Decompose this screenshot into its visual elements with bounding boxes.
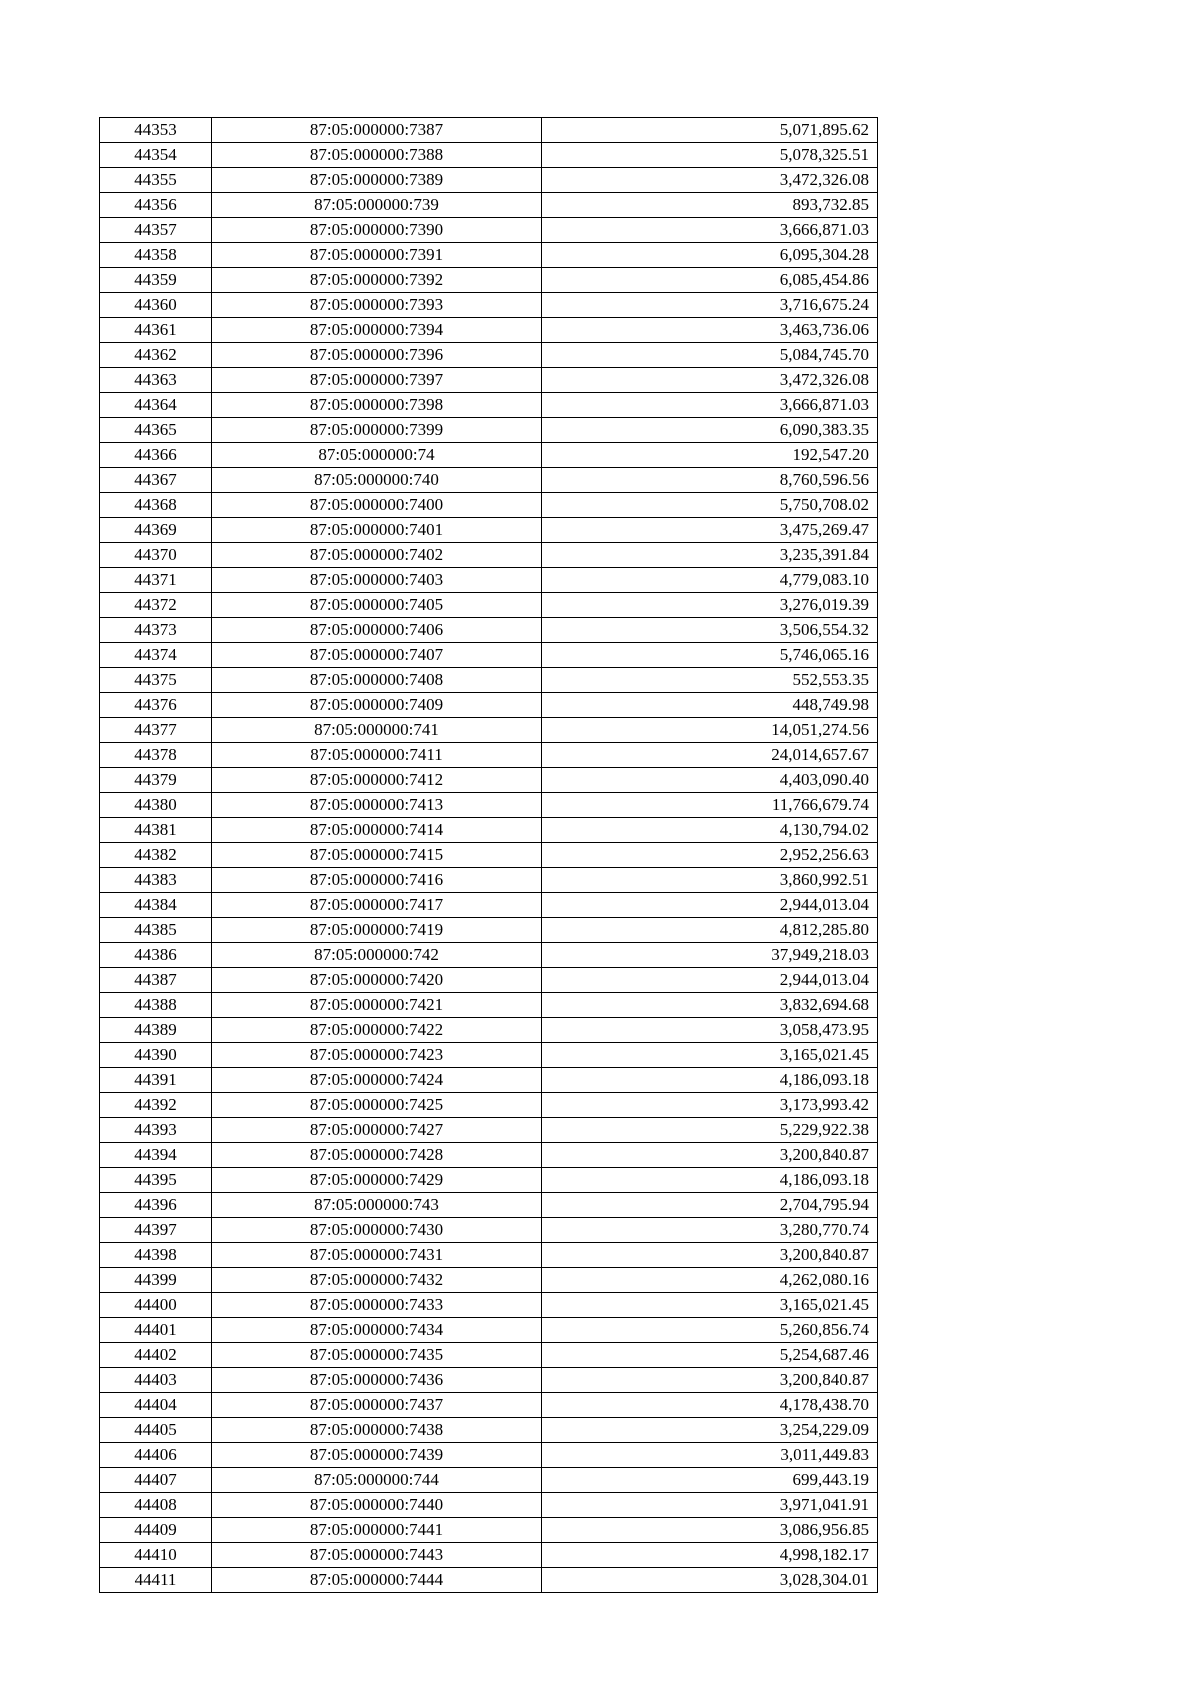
value-cell: 4,262,080.16	[542, 1268, 878, 1293]
value-cell: 11,766,679.74	[542, 793, 878, 818]
cadastral-number-cell: 87:05:000000:7387	[212, 118, 542, 143]
value-cell: 4,178,438.70	[542, 1393, 878, 1418]
value-cell: 552,553.35	[542, 668, 878, 693]
cadastral-number-cell: 87:05:000000:7420	[212, 968, 542, 993]
cadastral-number-cell: 87:05:000000:7430	[212, 1218, 542, 1243]
cadastral-number-cell: 87:05:000000:7435	[212, 1343, 542, 1368]
table-row	[100, 543, 878, 568]
value-cell: 2,952,256.63	[542, 843, 878, 868]
row-number-cell: 44367	[100, 468, 212, 493]
row-number-cell: 44356	[100, 193, 212, 218]
row-number-cell: 44372	[100, 593, 212, 618]
cadastral-number-cell: 87:05:000000:7414	[212, 818, 542, 843]
row-number-cell: 44378	[100, 743, 212, 768]
row-number-cell: 44399	[100, 1268, 212, 1293]
row-number-cell: 44398	[100, 1243, 212, 1268]
table-row	[100, 768, 878, 793]
table-row	[100, 743, 878, 768]
value-cell: 3,666,871.03	[542, 218, 878, 243]
row-number-cell: 44355	[100, 168, 212, 193]
value-cell: 4,186,093.18	[542, 1068, 878, 1093]
row-number-cell: 44384	[100, 893, 212, 918]
value-cell: 192,547.20	[542, 443, 878, 468]
table-row	[100, 393, 878, 418]
value-cell: 4,403,090.40	[542, 768, 878, 793]
row-number-cell: 44371	[100, 568, 212, 593]
table-row	[100, 443, 878, 468]
value-cell: 5,071,895.62	[542, 118, 878, 143]
table-row	[100, 468, 878, 493]
row-number-cell: 44405	[100, 1418, 212, 1443]
row-number-cell: 44389	[100, 1018, 212, 1043]
value-cell: 5,746,065.16	[542, 643, 878, 668]
value-cell: 3,028,304.01	[542, 1568, 878, 1593]
cadastral-number-cell: 87:05:000000:7438	[212, 1418, 542, 1443]
row-number-cell: 44377	[100, 718, 212, 743]
cadastral-number-cell: 87:05:000000:7413	[212, 793, 542, 818]
cadastral-number-cell: 87:05:000000:7397	[212, 368, 542, 393]
row-number-cell: 44401	[100, 1318, 212, 1343]
cadastral-number-cell: 87:05:000000:7388	[212, 143, 542, 168]
table-row	[100, 1568, 878, 1593]
cadastral-number-cell: 87:05:000000:7425	[212, 1093, 542, 1118]
row-number-cell: 44388	[100, 993, 212, 1018]
value-cell: 448,749.98	[542, 693, 878, 718]
value-cell: 37,949,218.03	[542, 943, 878, 968]
value-cell: 3,463,736.06	[542, 318, 878, 343]
table-row	[100, 293, 878, 318]
value-cell: 893,732.85	[542, 193, 878, 218]
row-number-cell: 44360	[100, 293, 212, 318]
cadastral-number-cell: 87:05:000000:7437	[212, 1393, 542, 1418]
value-cell: 3,716,675.24	[542, 293, 878, 318]
row-number-cell: 44385	[100, 918, 212, 943]
cadastral-number-cell: 87:05:000000:7439	[212, 1443, 542, 1468]
table-row	[100, 618, 878, 643]
value-cell: 5,229,922.38	[542, 1118, 878, 1143]
table-row	[100, 693, 878, 718]
row-number-cell: 44361	[100, 318, 212, 343]
table-row	[100, 493, 878, 518]
row-number-cell: 44362	[100, 343, 212, 368]
table-row	[100, 1368, 878, 1393]
value-cell: 4,186,093.18	[542, 1168, 878, 1193]
cadastral-number-cell: 87:05:000000:7411	[212, 743, 542, 768]
row-number-cell: 44410	[100, 1543, 212, 1568]
row-number-cell: 44406	[100, 1443, 212, 1468]
value-cell: 4,779,083.10	[542, 568, 878, 593]
value-cell: 3,860,992.51	[542, 868, 878, 893]
value-cell: 3,011,449.83	[542, 1443, 878, 1468]
table-row	[100, 1293, 878, 1318]
table-row	[100, 593, 878, 618]
value-cell: 6,085,454.86	[542, 268, 878, 293]
table-row	[100, 243, 878, 268]
row-number-cell: 44363	[100, 368, 212, 393]
row-number-cell: 44383	[100, 868, 212, 893]
table-row	[100, 1518, 878, 1543]
table-row	[100, 818, 878, 843]
row-number-cell: 44376	[100, 693, 212, 718]
table-row	[100, 568, 878, 593]
value-cell: 699,443.19	[542, 1468, 878, 1493]
table-body	[100, 118, 878, 1593]
row-number-cell: 44374	[100, 643, 212, 668]
row-number-cell: 44386	[100, 943, 212, 968]
value-cell: 14,051,274.56	[542, 718, 878, 743]
cadastral-number-cell: 87:05:000000:7422	[212, 1018, 542, 1043]
cadastral-number-cell: 87:05:000000:7409	[212, 693, 542, 718]
cadastral-number-cell: 87:05:000000:7432	[212, 1268, 542, 1293]
cadastral-number-cell: 87:05:000000:7415	[212, 843, 542, 868]
row-number-cell: 44407	[100, 1468, 212, 1493]
value-cell: 3,086,956.85	[542, 1518, 878, 1543]
value-cell: 5,750,708.02	[542, 493, 878, 518]
cadastral-number-cell: 87:05:000000:739	[212, 193, 542, 218]
value-cell: 3,173,993.42	[542, 1093, 878, 1118]
value-cell: 3,200,840.87	[542, 1143, 878, 1168]
table-row	[100, 1418, 878, 1443]
value-cell: 6,090,383.35	[542, 418, 878, 443]
cadastral-number-cell: 87:05:000000:7406	[212, 618, 542, 643]
row-number-cell: 44368	[100, 493, 212, 518]
table-row	[100, 1443, 878, 1468]
cadastral-number-cell: 87:05:000000:7390	[212, 218, 542, 243]
row-number-cell: 44409	[100, 1518, 212, 1543]
data-table	[99, 117, 878, 1593]
value-cell: 3,472,326.08	[542, 168, 878, 193]
table-row	[100, 868, 878, 893]
value-cell: 3,165,021.45	[542, 1293, 878, 1318]
value-cell: 2,944,013.04	[542, 968, 878, 993]
cadastral-number-cell: 87:05:000000:7403	[212, 568, 542, 593]
table-row	[100, 918, 878, 943]
table-row	[100, 943, 878, 968]
value-cell: 3,276,019.39	[542, 593, 878, 618]
table-row	[100, 1543, 878, 1568]
value-cell: 3,475,269.47	[542, 518, 878, 543]
cadastral-number-cell: 87:05:000000:7431	[212, 1243, 542, 1268]
table-row	[100, 1393, 878, 1418]
cadastral-number-cell: 87:05:000000:7444	[212, 1568, 542, 1593]
cadastral-number-cell: 87:05:000000:7392	[212, 268, 542, 293]
cadastral-number-cell: 87:05:000000:7412	[212, 768, 542, 793]
row-number-cell: 44354	[100, 143, 212, 168]
table-row	[100, 268, 878, 293]
cadastral-number-cell: 87:05:000000:7405	[212, 593, 542, 618]
value-cell: 3,200,840.87	[542, 1368, 878, 1393]
value-cell: 5,260,856.74	[542, 1318, 878, 1343]
value-cell: 3,058,473.95	[542, 1018, 878, 1043]
cadastral-number-cell: 87:05:000000:7401	[212, 518, 542, 543]
cadastral-number-cell: 87:05:000000:7393	[212, 293, 542, 318]
row-number-cell: 44382	[100, 843, 212, 868]
row-number-cell: 44411	[100, 1568, 212, 1593]
table-row	[100, 1118, 878, 1143]
cadastral-number-cell: 87:05:000000:7408	[212, 668, 542, 693]
cadastral-number-cell: 87:05:000000:7441	[212, 1518, 542, 1543]
row-number-cell: 44358	[100, 243, 212, 268]
cadastral-number-cell: 87:05:000000:7398	[212, 393, 542, 418]
table-row	[100, 1018, 878, 1043]
table-row	[100, 1193, 878, 1218]
value-cell: 3,280,770.74	[542, 1218, 878, 1243]
value-cell: 3,506,554.32	[542, 618, 878, 643]
cadastral-number-cell: 87:05:000000:7436	[212, 1368, 542, 1393]
cadastral-number-cell: 87:05:000000:7428	[212, 1143, 542, 1168]
table-row	[100, 893, 878, 918]
table-row	[100, 1143, 878, 1168]
row-number-cell: 44397	[100, 1218, 212, 1243]
row-number-cell: 44353	[100, 118, 212, 143]
cadastral-number-cell: 87:05:000000:7419	[212, 918, 542, 943]
table-row	[100, 1343, 878, 1368]
table-row	[100, 993, 878, 1018]
row-number-cell: 44369	[100, 518, 212, 543]
table-row	[100, 218, 878, 243]
table-row	[100, 368, 878, 393]
value-cell: 4,998,182.17	[542, 1543, 878, 1568]
row-number-cell: 44390	[100, 1043, 212, 1068]
cadastral-number-cell: 87:05:000000:7424	[212, 1068, 542, 1093]
value-cell: 3,165,021.45	[542, 1043, 878, 1068]
cadastral-number-cell: 87:05:000000:7423	[212, 1043, 542, 1068]
cadastral-number-cell: 87:05:000000:743	[212, 1193, 542, 1218]
row-number-cell: 44396	[100, 1193, 212, 1218]
row-number-cell: 44373	[100, 618, 212, 643]
cadastral-number-cell: 87:05:000000:7443	[212, 1543, 542, 1568]
cadastral-number-cell: 87:05:000000:7417	[212, 893, 542, 918]
table-row	[100, 118, 878, 143]
table-row	[100, 418, 878, 443]
table-row	[100, 668, 878, 693]
value-cell: 2,944,013.04	[542, 893, 878, 918]
table-row	[100, 793, 878, 818]
row-number-cell: 44364	[100, 393, 212, 418]
table-row	[100, 1043, 878, 1068]
table-row	[100, 1243, 878, 1268]
cadastral-number-cell: 87:05:000000:742	[212, 943, 542, 968]
table-row	[100, 343, 878, 368]
table-row	[100, 1268, 878, 1293]
value-cell: 3,832,694.68	[542, 993, 878, 1018]
cadastral-number-cell: 87:05:000000:7416	[212, 868, 542, 893]
table-row	[100, 1168, 878, 1193]
row-number-cell: 44381	[100, 818, 212, 843]
table-row	[100, 968, 878, 993]
value-cell: 3,666,871.03	[542, 393, 878, 418]
row-number-cell: 44393	[100, 1118, 212, 1143]
row-number-cell: 44380	[100, 793, 212, 818]
row-number-cell: 44375	[100, 668, 212, 693]
table-row	[100, 1068, 878, 1093]
value-cell: 4,812,285.80	[542, 918, 878, 943]
value-cell: 6,095,304.28	[542, 243, 878, 268]
cadastral-number-cell: 87:05:000000:7434	[212, 1318, 542, 1343]
table-row	[100, 643, 878, 668]
value-cell: 3,254,229.09	[542, 1418, 878, 1443]
cadastral-number-cell: 87:05:000000:7427	[212, 1118, 542, 1143]
row-number-cell: 44379	[100, 768, 212, 793]
table-row	[100, 1218, 878, 1243]
value-cell: 3,971,041.91	[542, 1493, 878, 1518]
cadastral-number-cell: 87:05:000000:741	[212, 718, 542, 743]
row-number-cell: 44357	[100, 218, 212, 243]
table-row	[100, 1468, 878, 1493]
value-cell: 3,235,391.84	[542, 543, 878, 568]
cadastral-number-cell: 87:05:000000:7440	[212, 1493, 542, 1518]
row-number-cell: 44408	[100, 1493, 212, 1518]
cadastral-number-cell: 87:05:000000:7407	[212, 643, 542, 668]
table-row	[100, 318, 878, 343]
row-number-cell: 44394	[100, 1143, 212, 1168]
value-cell: 3,472,326.08	[542, 368, 878, 393]
table-row	[100, 193, 878, 218]
cadastral-number-cell: 87:05:000000:7399	[212, 418, 542, 443]
cadastral-number-cell: 87:05:000000:744	[212, 1468, 542, 1493]
value-cell: 8,760,596.56	[542, 468, 878, 493]
row-number-cell: 44402	[100, 1343, 212, 1368]
cadastral-number-cell: 87:05:000000:7396	[212, 343, 542, 368]
cadastral-number-cell: 87:05:000000:7391	[212, 243, 542, 268]
table-row	[100, 518, 878, 543]
row-number-cell: 44391	[100, 1068, 212, 1093]
row-number-cell: 44403	[100, 1368, 212, 1393]
row-number-cell: 44370	[100, 543, 212, 568]
row-number-cell: 44365	[100, 418, 212, 443]
value-cell: 5,084,745.70	[542, 343, 878, 368]
table-row	[100, 168, 878, 193]
value-cell: 5,254,687.46	[542, 1343, 878, 1368]
cadastral-number-cell: 87:05:000000:7389	[212, 168, 542, 193]
cadastral-number-cell: 87:05:000000:740	[212, 468, 542, 493]
table-row	[100, 718, 878, 743]
row-number-cell: 44395	[100, 1168, 212, 1193]
value-cell: 5,078,325.51	[542, 143, 878, 168]
table-row	[100, 143, 878, 168]
table-row	[100, 1093, 878, 1118]
cadastral-number-cell: 87:05:000000:7400	[212, 493, 542, 518]
row-number-cell: 44359	[100, 268, 212, 293]
value-cell: 24,014,657.67	[542, 743, 878, 768]
table-row	[100, 843, 878, 868]
cadastral-number-cell: 87:05:000000:7421	[212, 993, 542, 1018]
cadastral-number-cell: 87:05:000000:7429	[212, 1168, 542, 1193]
row-number-cell: 44392	[100, 1093, 212, 1118]
row-number-cell: 44366	[100, 443, 212, 468]
row-number-cell: 44404	[100, 1393, 212, 1418]
cadastral-number-cell: 87:05:000000:7402	[212, 543, 542, 568]
row-number-cell: 44387	[100, 968, 212, 993]
value-cell: 4,130,794.02	[542, 818, 878, 843]
value-cell: 2,704,795.94	[542, 1193, 878, 1218]
table-row	[100, 1318, 878, 1343]
table-row	[100, 1493, 878, 1518]
cadastral-number-cell: 87:05:000000:7433	[212, 1293, 542, 1318]
cadastral-number-cell: 87:05:000000:7394	[212, 318, 542, 343]
cadastral-number-cell: 87:05:000000:74	[212, 443, 542, 468]
row-number-cell: 44400	[100, 1293, 212, 1318]
value-cell: 3,200,840.87	[542, 1243, 878, 1268]
